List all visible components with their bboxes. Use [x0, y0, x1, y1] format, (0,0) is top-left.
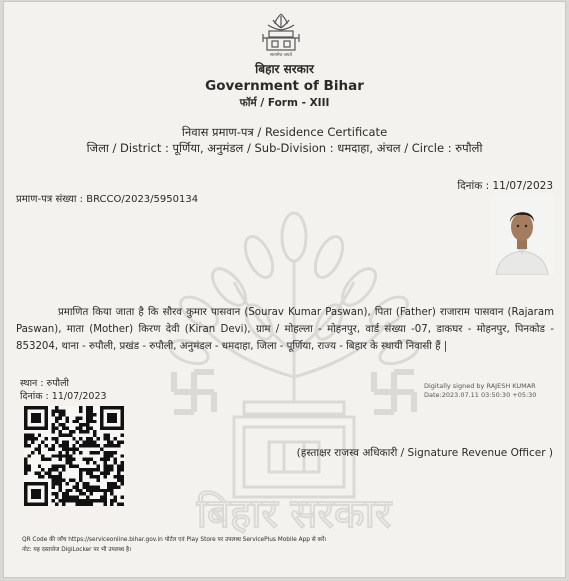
state-emblem-icon — [259, 12, 303, 58]
issue-date-line: दिनांक : 11/07/2023 — [20, 391, 107, 402]
certificate-page — [4, 2, 565, 577]
form-number: फॉर्म / Form - XIII — [239, 97, 330, 109]
digital-signature-name: Digitally signed by RAJESH KUMAR — [424, 382, 536, 390]
certificate-body-text: प्रमाणित किया जाता है कि सौरव कुमार पासवान (Sourav Kumar Paswan), पिता (Father) राजाराम पासवान (Rajaram Paswan), माता (Mother) किरण देवी (Kiran Devi), ग्राम / मोहल्ला - मोहनपुर, वार्ड संख्या -07, डाकघर - मोहनपुर, पिनकोड - 853204, थाना - रुपौली, प्रखंड - रुपौली, अनुमंडल - धमदाहा, जिला - पूर्णिया, राज्य - बिहार के स्थायी निवासी हैं | — [16, 307, 554, 352]
footer-qr-note: QR Code की जाँच https://serviceonline.bihar.gov.in पोर्टल एवं Play Store पर उपलब्ध ServicePlus Mobile App से करें। — [22, 537, 327, 543]
header-title-hindi: बिहार सरकार — [255, 62, 314, 76]
certificate-number: प्रमाण-पत्र संख्या : BRCCO/2023/5950134 — [16, 194, 199, 205]
signature-officer: (हस्ताक्षर राजस्व अधिकारी / Signature Revenue Officer ) — [296, 447, 553, 459]
qr-code[interactable] — [24, 404, 124, 508]
certificate-body — [16, 304, 554, 355]
footer-digilocker-note: नोट: यह दस्तावेज DigiLocker पर भी उपलब्ध है। — [22, 547, 132, 553]
watermark-text: बिहार सरकार — [196, 491, 392, 537]
district-line: जिला / District : पूर्णिया, अनुमंडल / Sub-Division : धमदाहा, अंचल / Circle : रुपौली — [86, 141, 483, 155]
government-title: Government of Bihar — [205, 78, 364, 94]
applicant-photo — [490, 195, 554, 275]
place-line: स्थान : रुपौली — [20, 378, 69, 389]
certificate-title: निवास प्रमाण-पत्र / Residence Certificate — [181, 125, 388, 139]
watermark-bodhi-tree — [144, 202, 444, 552]
digital-signature-date: Date:2023.07.11 03:50:30 +05:30 — [424, 391, 537, 399]
certificate-date: दिनांक : 11/07/2023 — [457, 180, 553, 192]
emblem-motto: सत्यमेव जयते — [269, 53, 293, 58]
